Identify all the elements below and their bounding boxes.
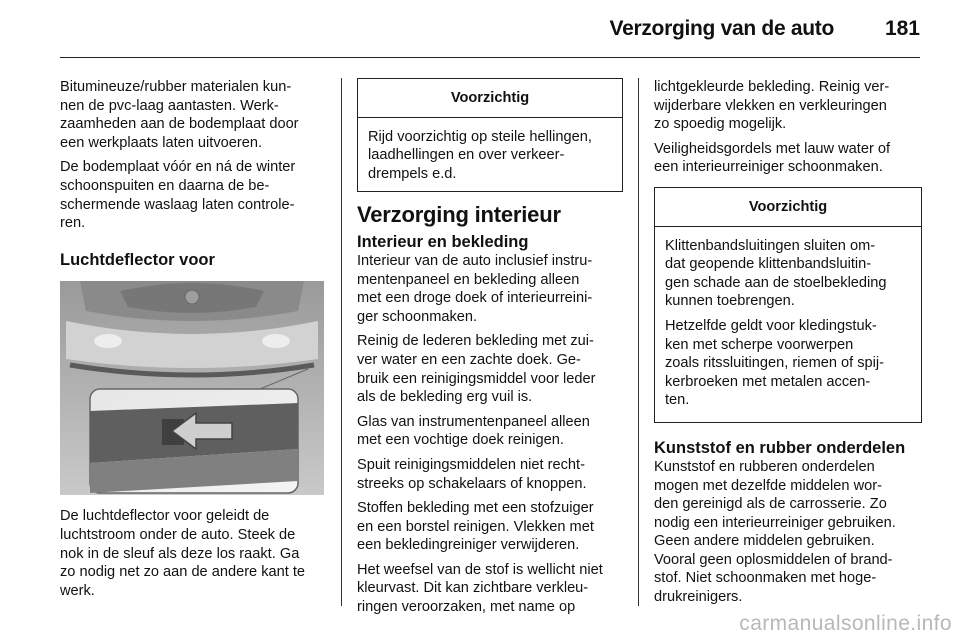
air-deflector-illustration — [60, 281, 324, 495]
page-header — [60, 0, 920, 58]
paragraph: Stoffen bekleding met een stofzuiger en een borstel reinigen. Vlekken met een bekledingreiniger verwijderen. — [357, 500, 594, 554]
column-2 — [357, 78, 623, 623]
caution-text: Rijd voorzichtig op steile hellingen, laadhellingen en over verkeer- drempels e.d. — [368, 128, 592, 182]
header-divider — [60, 57, 920, 58]
section-heading-luchtdeflector: Luchtdeflector voor — [60, 250, 215, 269]
caution-box — [357, 78, 623, 192]
page-title: Verzorging van de auto — [609, 17, 834, 40]
paragraph: Kunststof en rubberen onderdelen mogen met dezelfde middelen wor- den gereinigd als de carrosserie. Zo nodig een interieurreiniger gebruiken. Geen andere middelen gebruiken. Vooral geen oplosmiddelen of brand- stof. Niet schoonmaken met hoge- drukreinigers. — [654, 458, 896, 606]
page-number: 181 — [884, 17, 920, 40]
paragraph: Reinig de lederen bekleding met zui- ver water en een zachte doek. Ge- bruik een reinigingsmiddel voor leder als de bekleding erg vuil is. — [357, 333, 596, 406]
paragraph: Bitumineuze/rubber materialen kun- nen de pvc-laag aantasten. Werk- zaamheden aan de bodemplaat door een werkplaats laten uitvoeren. — [60, 79, 299, 151]
caution-box — [654, 187, 922, 423]
paragraph: lichtgekleurde bekleding. Reinig ver- wijderbare vlekken en verkleuringen zo spoedig mogelijk. — [654, 79, 890, 133]
column-divider — [638, 78, 639, 606]
paragraph: De bodemplaat vóór en ná de winter schoonspuiten en daarna de be- schermende waslaag laten controle- ren. — [60, 159, 296, 232]
paragraph: Veiligheidsgordels met lauw water of een interieurreiniger schoonmaken. — [654, 140, 891, 176]
column-3 — [654, 78, 922, 613]
subheading-interieur-bekleding: Interieur en bekleding — [357, 232, 529, 251]
caution-title: Voorzichtig — [655, 188, 921, 227]
paragraph: Spuit reinigingsmiddelen niet recht- streeks op schakelaars of knoppen. — [357, 456, 587, 492]
paragraph: Glas van instrumentenpaneel alleen met een vochtige doek reinigen. — [357, 413, 590, 449]
column-divider — [341, 78, 342, 606]
paragraph: Interieur van de auto inclusief instru- mentenpaneel en bekleding alleen met een droge doek of interieurreini- ger schoonmaken. — [357, 252, 593, 325]
caution-title: Voorzichtig — [358, 79, 622, 118]
paragraph: De luchtdeflector voor geleidt de luchtstroom onder de auto. Steek de nok in de sleuf als deze los raakt. Ga zo nodig net zo aan de andere kant te werk. — [60, 508, 306, 599]
caution-text: Hetzelfde geldt voor kledingstuk- ken met scherpe voorwerpen zoals ritssluitingen, riemen of spij- kerbroeken met metalen accen- ten. — [665, 317, 884, 409]
paragraph: Het weefsel van de stof is wellicht niet kleurvast. Dit kan zichtbare verkleu- ringen veroorzaken, met name op — [357, 561, 603, 616]
caution-text: Klittenbandsluitingen sluiten om- dat geopende klittenbandsluitin- gen schade aan de stoelbekleding kunnen toebrengen. — [665, 237, 887, 310]
column-1 — [60, 78, 328, 606]
watermark: carmanualsonline.info — [739, 612, 952, 635]
section-heading-interieur: Verzorging interieur — [357, 202, 561, 228]
subheading-kunststof-rubber: Kunststof en rubber onderdelen — [654, 438, 906, 457]
